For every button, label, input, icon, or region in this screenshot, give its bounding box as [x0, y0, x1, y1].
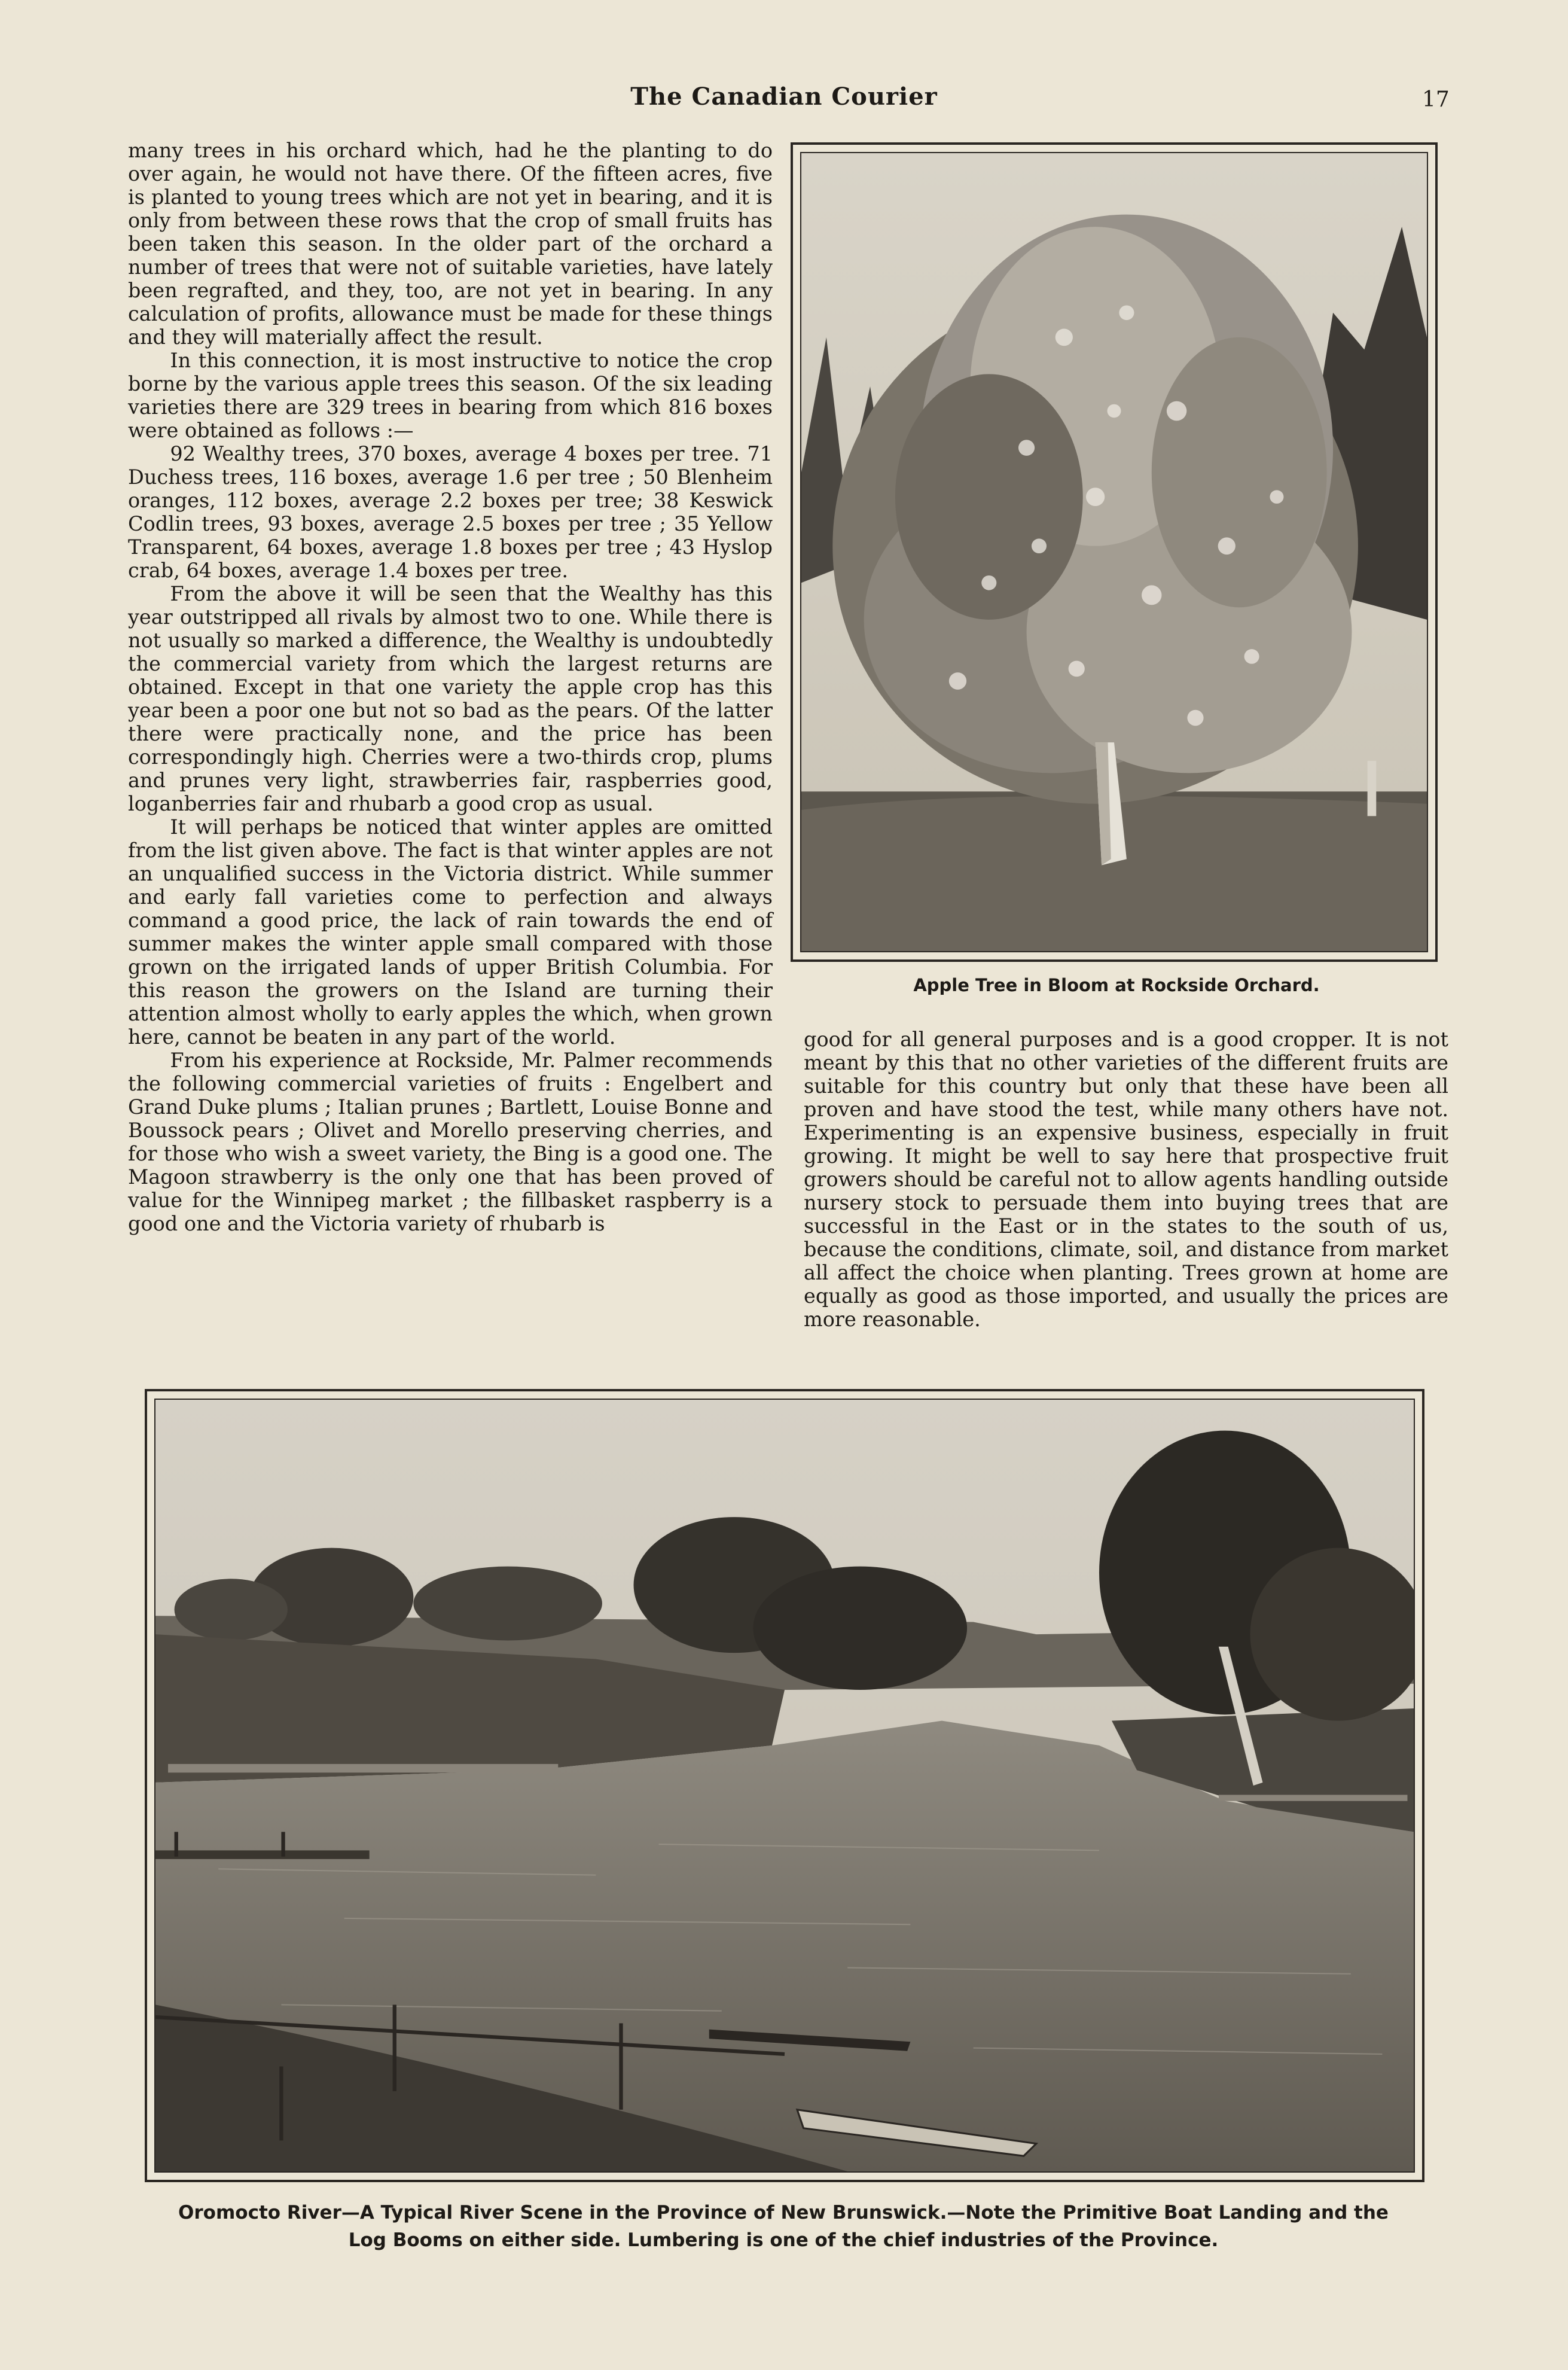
oromocto-river-photo: [145, 1389, 1424, 2182]
caption-line: Oromocto River—A Typical River Scene in the Province of New Brunswick.—Note the Primitive Boat Landing and the: [178, 2202, 1389, 2223]
page-number: 17: [1422, 87, 1450, 112]
caption-line: Log Booms on either side. Lumbering is one of the chief industries of the Province.: [348, 2229, 1219, 2251]
left-article-column: [128, 139, 773, 1235]
apple-tree-photo: [791, 142, 1438, 962]
apple-tree-illustration: [801, 153, 1427, 951]
paragraph: many trees in his orchard which, had he the planting to do over again, he would not have there. Of the fifteen acres, five is planted to young trees which are not yet in bearing, and it is only from between these rows that the crop of small fruits has been taken this season. In the older part of the orchard a number of trees that were not of suitable varieties, have lately been regrafted, and they, too, are not yet in bearing. In any calculation of profits, allowance must be made for these things and they will materially affect the result.: [128, 139, 773, 349]
paragraph: From his experience at Rockside, Mr. Palmer recommends the following commercial varieties of fruits : Engelbert and Grand Duke plums ; Italian prunes ; Bartlett, Louise Bonne and Boussock pears ; Olivet and Morello preserving cherries, and for those who wish a sweet variety, the Bing is a good one. The Magoon strawberry is the only one that has been proved of value for the Winnipeg market ; the fillbasket raspberry is a good one and the Victoria variety of rhubarb is: [128, 1049, 773, 1235]
paragraph: good for all general purposes and is a good cropper. It is not meant by this that no other varieties of the different fruits are suitable for this country but only that these have been all proven and have stood the test, while many others have not. Experimenting is an expensive business, especially in fruit growing. It might be well to say here that prospective fruit growers should be careful not to allow agents handling outside nursery stock to persuade them into buying trees that are successful in the East or in the states to the south of us, because the conditions, climate, soil, and distance from market all affect the choice when planting. Trees grown at home are equally as good as those imported, and usually the prices are more reasonable.: [804, 1028, 1449, 1331]
paragraph: In this connection, it is most instructive to notice the crop borne by the various apple trees this season. Of the six leading varieties there are 329 trees in bearing from which 816 boxes were obtained as follows :—: [128, 349, 773, 442]
paragraph: 92 Wealthy trees, 370 boxes, average 4 boxes per tree. 71 Duchess trees, 116 boxes, average 1.6 per tree ; 50 Blenheim oranges, 112 boxes, average 2.2 boxes per tree; 38 Keswick Codlin trees, 93 boxes, average 2.5 boxes per tree ; 35 Yellow Transparent, 64 boxes, average 1.8 boxes per tree ; 43 Hyslop crab, 64 boxes, average 1.4 boxes per tree.: [128, 442, 773, 582]
paragraph: It will perhaps be noticed that winter apples are omitted from the list given above. The fact is that winter apples are not an unqualified success in the Victoria district. While summer and early fall varieties come to perfection and always command a good price, the lack of rain towards the end of summer makes the winter apple small compared with those grown on the irrigated lands of upper British Columbia. For this reason the growers on the Island are turning their attention almost wholly to early apples the which, when grown here, cannot be beaten in any part of the world.: [128, 815, 773, 1049]
right-article-column: [804, 1028, 1448, 1331]
page-header-title: The Canadian Courier: [630, 83, 938, 111]
apple-photo-caption: Apple Tree in Bloom at Rockside Orchard.: [913, 975, 1320, 995]
river-photo-caption: [144, 2199, 1423, 2254]
paragraph: From the above it will be seen that the Wealthy has this year outstripped all rivals by almost two to one. While there is not usually so marked a difference, the Wealthy is undoubtedly the commercial variety from which the largest returns are obtained. Except in that one variety the apple crop has this year been a poor one but not so bad as the pears. Of the latter there were practically none, and the price has been correspondingly high. Cherries were a two-thirds crop, plums and prunes very light, strawberries fair, raspberries good, loganberries fair and rhubarb a good crop as usual.: [128, 582, 773, 815]
river-scene-illustration: [155, 1400, 1414, 2171]
